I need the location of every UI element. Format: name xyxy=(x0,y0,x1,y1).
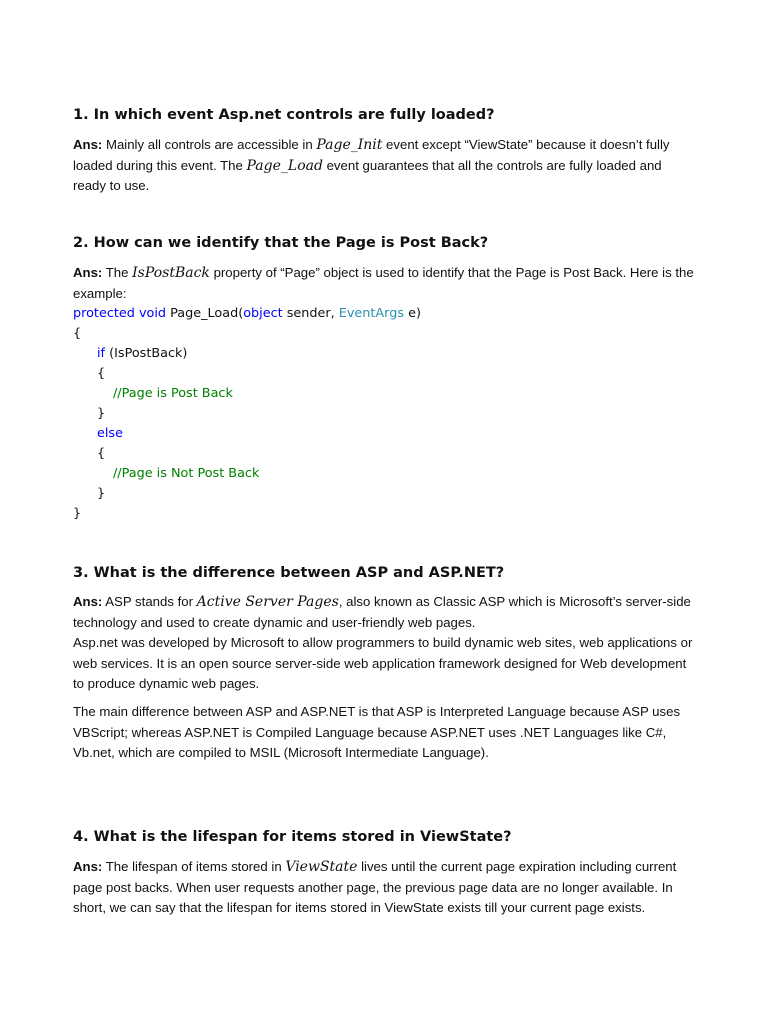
code-line: } xyxy=(97,486,106,501)
answer-label: Ans: xyxy=(73,137,103,152)
code-text: Page_Load( xyxy=(166,306,244,321)
code-keyword: object xyxy=(243,306,283,321)
code-line xyxy=(73,304,421,324)
code-comment: //Page is Not Post Back xyxy=(113,466,260,481)
code-line: } xyxy=(73,506,82,521)
answer-3-paragraph xyxy=(73,592,698,633)
answer-text: , also known as Classic ASP which is Microsoft’s server-side technology and used to create dynamic and user-friendly web pages. xyxy=(73,594,691,630)
answer-2-paragraph xyxy=(73,263,698,304)
code-text: sender, xyxy=(282,306,339,321)
answer-text: The xyxy=(102,265,133,280)
code-keyword: void xyxy=(138,306,167,321)
italic-term: Page_Init xyxy=(316,137,383,153)
code-text: (IsPostBack) xyxy=(105,346,188,361)
code-comment: //Page is Post Back xyxy=(113,386,233,401)
answer-label: Ans: xyxy=(73,265,103,280)
answer-1-paragraph xyxy=(73,135,698,197)
code-line: } xyxy=(97,406,106,421)
answer-label: Ans: xyxy=(73,859,103,874)
code-type: EventArgs xyxy=(338,306,404,321)
answer-text: event guarantees that all the controls are fully loaded and ready to use. xyxy=(73,157,662,193)
italic-term: IsPostBack xyxy=(132,265,210,281)
answer-text: property of “Page” object is used to identify that the Page is Post Back. Here is the example: xyxy=(73,265,694,301)
answer-label: Ans: xyxy=(73,594,103,609)
answer-3-paragraph-2: Asp.net was developed by Microsoft to allow programmers to build dynamic web sites, web applications or web services. It is an open source server-side web application framework designed for Web development to produce dynamic web pages. xyxy=(73,635,693,691)
question-4-heading: 4. What is the lifespan for items stored in ViewState? xyxy=(73,829,512,845)
italic-term: ViewState xyxy=(285,859,358,875)
answer-text: ASP stands for xyxy=(102,594,197,609)
code-keyword: protected xyxy=(73,306,135,321)
code-keyword: else xyxy=(97,426,123,441)
code-line: { xyxy=(97,366,106,381)
italic-term: Page_Load xyxy=(246,157,323,174)
code-line: { xyxy=(97,446,106,461)
question-2-heading: 2. How can we identify that the Page is Post Back? xyxy=(73,235,489,251)
italic-term: Active Server Pages xyxy=(196,594,339,610)
answer-text: Mainly all controls are accessible in xyxy=(102,137,317,152)
question-3-heading: 3. What is the difference between ASP and ASP.NET? xyxy=(73,565,505,581)
question-1-heading: 1. In which event Asp.net controls are fully loaded? xyxy=(73,107,495,123)
code-keyword: if xyxy=(97,346,106,361)
answer-4-paragraph xyxy=(73,857,698,919)
code-text: e) xyxy=(404,306,421,321)
code-line xyxy=(97,344,187,364)
code-line: { xyxy=(73,326,82,341)
answer-text: The lifespan of items stored in xyxy=(102,859,286,874)
answer-text: lives until the current page expiration including current page post backs. When user requests another page, the previous page data are no longer available. In short, we can say that the lifespan for items stored in ViewState exists till your current page exists. xyxy=(73,859,677,915)
answer-text: event except “ViewState” because it doesn’t fully loaded during this event. The xyxy=(73,137,670,173)
answer-3-paragraph-3: The main difference between ASP and ASP.NET is that ASP is Interpreted Language because ASP uses VBScript; whereas ASP.NET is Compiled Language because ASP.NET uses .NET Languages like C#, Vb.net, which are compiled to MSIL (Microsoft Intermediate Language). xyxy=(73,704,681,760)
